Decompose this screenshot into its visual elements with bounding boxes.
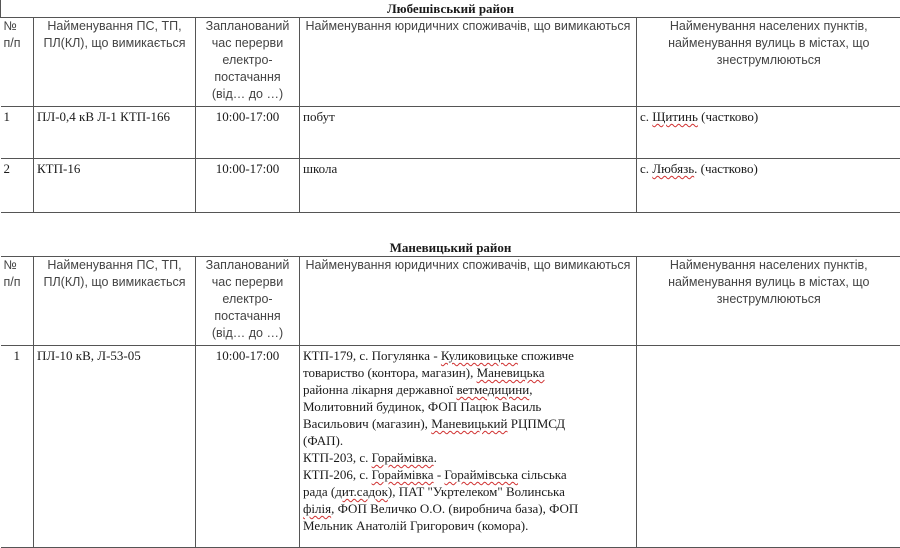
consumer-line: Молитовний будинок, ФОП Пацюк Василь (303, 398, 633, 415)
region-title-row (1, 0, 900, 18)
row-ps: КТП-16 (34, 159, 196, 213)
header-number: № п/п (1, 18, 34, 107)
consumer-line: КТП-206, с. Гораймівка - Гораймівська сільська (303, 466, 633, 483)
row-time: 10:00-17:00 (196, 346, 300, 548)
table-row (1, 346, 900, 548)
consumer-line: КТП-179, с. Погулянка - Куликовицьке споживче (303, 347, 633, 364)
table-row (1, 107, 900, 159)
row-ps: ПЛ-10 кВ, Л-53-05 (34, 346, 196, 548)
header-ps: Найменування ПС, ТП, ПЛ(КЛ), що вимикається (34, 18, 196, 107)
row-consumers: школа (300, 159, 637, 213)
settlement-name: Щитинь (652, 109, 698, 124)
header-settlements: Найменування населених пунктів, найменування вулиць в містах, що знеструмлюються (637, 257, 900, 346)
row-number: 2 (1, 159, 34, 213)
consumer-line: (ФАП). (303, 432, 633, 449)
consumer-line: рада (дит.садок), ПАТ "Укртелеком" Волинська (303, 483, 633, 500)
header-number: № п/п (1, 257, 34, 346)
row-time: 10:00-17:00 (196, 159, 300, 213)
row-number: 1 (1, 107, 34, 159)
consumer-line: філія, ФОП Величко О.О. (виробнича база), ФОП (303, 500, 633, 517)
header-time: Запланований час перерви електро-постачання (від… до …) (196, 18, 300, 107)
consumer-line: КТП-203, с. Гораймівка. (303, 449, 633, 466)
consumer-line: районна лікарня державної ветмедицини, (303, 381, 633, 398)
region-title: Маневицький район (1, 239, 900, 257)
row-settlements (637, 159, 900, 213)
header-time: Запланований час перерви електро-постачання (від… до …) (196, 257, 300, 346)
header-consumers: Найменування юридичних споживачів, що вимикаються (300, 18, 637, 107)
table-row (1, 159, 900, 213)
row-number: 1 (1, 346, 34, 548)
table-header-row (1, 257, 900, 346)
row-time: 10:00-17:00 (196, 107, 300, 159)
consumer-line: Мельник Анатолій Григорович (комора). (303, 517, 633, 534)
section-spacer (1, 213, 900, 240)
region-title-row (1, 239, 900, 257)
row-ps: ПЛ-0,4 кВ Л-1 КТП-166 (34, 107, 196, 159)
settlement-name: Любязь (652, 161, 694, 176)
row-settlements (637, 346, 900, 548)
settlement-suffix: . (частково) (694, 161, 758, 176)
consumer-line: товариство (контора, магазин), Маневицька (303, 364, 633, 381)
settlement-prefix: с. (640, 161, 652, 176)
header-settlements: Найменування населених пунктів, найменування вулиць в містах, що знеструмлюються (637, 18, 900, 107)
header-consumers: Найменування юридичних споживачів, що вимикаються (300, 257, 637, 346)
consumer-line: Васильович (магазин), Маневицький РЦПМСД (303, 415, 633, 432)
settlement-suffix: (частково) (698, 109, 758, 124)
table-header-row (1, 18, 900, 107)
row-settlements (637, 107, 900, 159)
header-ps: Найменування ПС, ТП, ПЛ(КЛ), що вимикається (34, 257, 196, 346)
row-consumers: побут (300, 107, 637, 159)
settlement-prefix: с. (640, 109, 652, 124)
row-consumers (300, 346, 637, 548)
region-title: Любешівський район (1, 0, 900, 18)
